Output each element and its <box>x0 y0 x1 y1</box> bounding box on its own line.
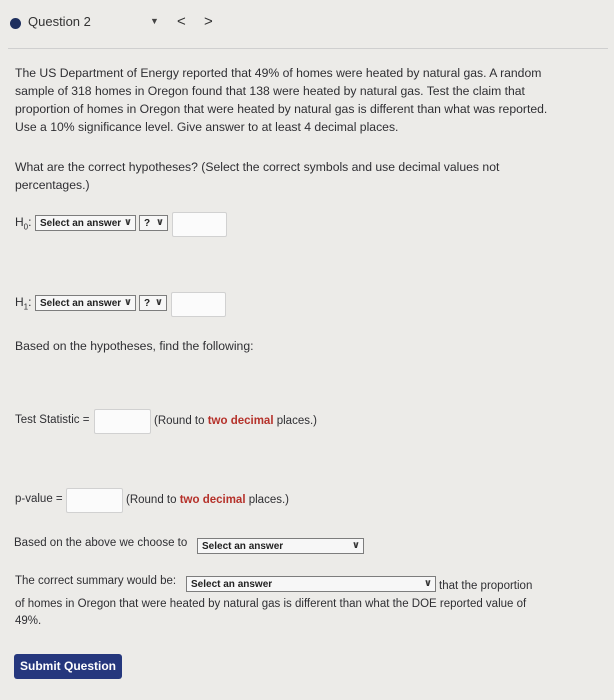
h0-parameter-select[interactable] <box>35 215 136 231</box>
test-statistic-hint-bold: two decimal <box>207 415 274 427</box>
choose-select-text: Select an answer <box>202 541 284 552</box>
hypotheses-prompt: What are the correct hypotheses? (Select the correct symbols and use decimal values not percentages.) <box>15 160 500 192</box>
p-value-label: p-value = <box>15 493 63 505</box>
p-value-hint <box>126 494 289 506</box>
test-statistic-label: Test Statistic = <box>15 414 90 426</box>
p-value-hint-post: places.) <box>245 494 289 506</box>
h1-parameter-select[interactable] <box>35 295 136 311</box>
h1-symbol-select[interactable] <box>139 295 167 311</box>
h0-parameter-select-text: Select an answer <box>40 218 122 229</box>
h1-value-input[interactable] <box>171 292 226 317</box>
prev-question-icon[interactable]: < <box>177 13 186 30</box>
question-title: Question 2 <box>28 14 91 29</box>
status-dot <box>10 18 21 29</box>
summary-label: The correct summary would be: <box>15 575 177 587</box>
h0-symbol-select[interactable] <box>139 215 168 231</box>
find-prompt: Based on the hypotheses, find the following: <box>15 339 254 353</box>
h0-value-input[interactable] <box>172 212 227 237</box>
chevron-down-icon: ∨ <box>155 217 164 228</box>
test-statistic-hint-pre: (Round to <box>154 415 208 427</box>
question-header <box>0 0 614 46</box>
summary-select-text: Select an answer <box>191 579 273 590</box>
problem-statement: The US Department of Energy reported that 49% of homes were heated by natural gas. A random sample of 318 homes in Oregon found that 138 were heated by natural gas. Test the claim that proportion of homes in Oregon that were heated by natural gas is different than what was reported. Use a 10% significance level. Give answer to at least 4 decimal places. <box>15 66 548 134</box>
h1-symbol-select-text: ? <box>144 298 151 309</box>
next-question-icon[interactable]: > <box>204 13 213 30</box>
chevron-down-icon: ∨ <box>123 217 132 228</box>
h0-letter: H <box>15 215 24 229</box>
h0-symbol-select-text: ? <box>144 218 151 229</box>
h1-letter: H <box>15 295 24 309</box>
test-statistic-input[interactable] <box>94 409 151 434</box>
chevron-down-icon: ∨ <box>423 578 432 589</box>
header-divider <box>8 48 608 49</box>
chevron-down-icon: ∨ <box>123 297 132 308</box>
h0-subscript: 0 <box>23 222 29 232</box>
summary-select[interactable] <box>186 576 436 592</box>
question-dropdown-icon[interactable]: ▼ <box>150 16 159 26</box>
chevron-down-icon: ∨ <box>351 540 360 551</box>
submit-question-button[interactable]: Submit Question <box>14 654 122 679</box>
choose-select[interactable] <box>197 538 364 554</box>
h1-parameter-select-text: Select an answer <box>40 298 122 309</box>
p-value-hint-bold: two decimal <box>179 494 246 506</box>
summary-tail-1: that the proportion <box>439 580 533 592</box>
p-value-hint-pre: (Round to <box>126 494 180 506</box>
h1-label: $H_1$: <box>15 295 32 312</box>
summary-tail-2: of homes in Oregon that were heated by natural gas is different than what the DOE reported value of 49%. <box>15 598 527 627</box>
test-statistic-hint-post: places.) <box>273 415 317 427</box>
h0-label: $H_0$: <box>15 215 32 232</box>
h1-subscript: 1 <box>23 302 29 312</box>
choose-label: Based on the above we choose to <box>14 537 188 549</box>
p-value-input[interactable] <box>66 488 123 513</box>
chevron-down-icon: ∨ <box>154 297 163 308</box>
test-statistic-hint <box>154 415 317 427</box>
